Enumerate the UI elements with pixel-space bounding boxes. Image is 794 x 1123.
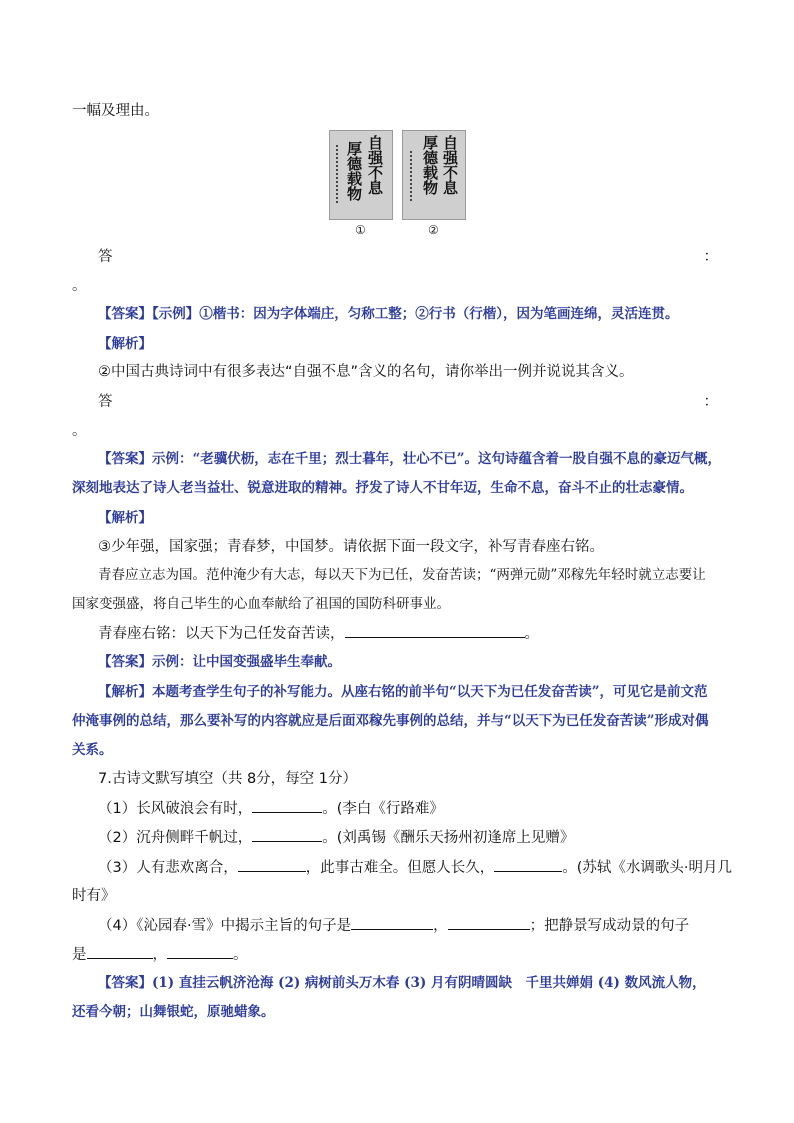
q3-motto-line xyxy=(98,623,539,644)
answer-colon: ： xyxy=(703,394,718,410)
q3-analysis-line-1: 【解析】本题考查学生句子的补写能力。从座右铭的前半句“以天下为已任发奋苦读”，可见它是前文范 xyxy=(98,684,708,700)
item-2-text: （2）沉舟侧畔千帆过， xyxy=(98,830,253,846)
q1-analysis: 【解析】 xyxy=(98,336,152,352)
motto-blank[interactable] xyxy=(345,623,525,638)
answer-end-mark: 。 xyxy=(72,423,87,439)
q2-answer-line-2: 深刻地表达了诗人老当益壮、锐意进取的精神。抒发了诗人不甘年迈，生命不息，奋斗不止的壮志豪情。 xyxy=(72,480,693,496)
answer-colon: ： xyxy=(703,249,718,265)
motto-end: 。 xyxy=(524,626,539,642)
item-3-blank-2[interactable] xyxy=(494,857,562,872)
inscription-mark xyxy=(336,145,338,205)
q7-item-2 xyxy=(98,827,574,848)
item-4-blank-3[interactable] xyxy=(87,944,153,959)
item-1-text: （1）长风破浪会有时， xyxy=(98,801,253,817)
q3-answer: 【答案】示例：让中国变强盛毕生奉献。 xyxy=(98,654,341,670)
q2-analysis: 【解析】 xyxy=(98,510,152,526)
q7-item-3-cont: 时有》 xyxy=(72,888,116,904)
q7-item-1 xyxy=(98,798,444,819)
calligraphy-left-column: 厚德载物 xyxy=(421,135,439,195)
item-1-source: 。(李白《行路难》 xyxy=(322,801,444,817)
item-4-blank-2[interactable] xyxy=(448,915,530,930)
item-4-text: （4）《沁园春·雪》中揭示主旨的句子是 xyxy=(98,918,352,934)
motto-prefix: 青春座右铭：以天下为己任发奋苦读， xyxy=(98,626,345,642)
q7-answer-line-1: 【答案】(1) 直挂云帆济沧海 (2) 病树前头万木春 (3) 月有阴晴圆缺 千里共婵娟 (4) 数风流人物， xyxy=(98,975,706,991)
calligraphy-right-column: 自强不息 xyxy=(366,135,384,195)
calligraphy-image-regular-script xyxy=(329,130,393,220)
inscription-mark xyxy=(410,151,412,203)
item-3-text-mid: ，此事古难全。但愿人长久， xyxy=(305,860,495,876)
item-4-comma-2: ， xyxy=(152,947,167,963)
q7-answer-line-2: 还看今朝；山舞银蛇，原驰蜡象。 xyxy=(72,1004,275,1020)
calligraphy-image-running-script xyxy=(402,130,466,220)
calligraphy-right-column: 自强不息 xyxy=(441,135,459,195)
q3-analysis-line-2: 仲淹事例的总结，那么要补写的内容就应是后面邓稼先事例的总结，并与“以天下为已任发奋苦读”形成对偶 xyxy=(72,713,709,729)
item-4-blank-4[interactable] xyxy=(167,944,233,959)
item-4-end: 。 xyxy=(233,947,248,963)
item-3-source: 。(苏轼《水调歌头·明月几 xyxy=(562,860,732,876)
q3-question: ③少年强，国家强；青春梦，中国梦。请依据下面一段文字，补写青春座右铭。 xyxy=(98,539,604,555)
item-4-blank-1[interactable] xyxy=(351,915,433,930)
item-4-text-shi: 是 xyxy=(72,947,87,963)
calligraphy-left-column: 厚德载物 xyxy=(345,141,363,201)
answer-label: 答 xyxy=(98,394,113,410)
item-1-blank[interactable] xyxy=(252,798,322,813)
q2-answer-line-1: 【答案】示例：“老骥伏枥，志在千里；烈士暮年，壮心不已”。这句诗蕴含着一股自强不息的豪迈气概， xyxy=(98,451,722,467)
item-2-blank[interactable] xyxy=(252,827,322,842)
q7-item-4-cont xyxy=(72,944,248,965)
q1-answer: 【答案】【示例】①楷书：因为字体端庄，匀称工整；②行书（行楷），因为笔画连绵，灵活连贯。 xyxy=(98,306,679,322)
q7-item-4 xyxy=(98,915,689,936)
item-2-source: 。(刘禹锡《酬乐天扬州初逢席上见赠》 xyxy=(322,830,575,846)
answer-line-2 xyxy=(98,392,718,412)
item-4-comma: ， xyxy=(433,918,448,934)
answer-label: 答 xyxy=(98,249,113,265)
q7-title: 7.古诗文默写填空（共 8分，每空 1分） xyxy=(98,771,358,787)
q2-question: ②中国古典诗词中有很多表达“自强不息”含义的名句，请你举出一例并说说其含义。 xyxy=(98,364,634,380)
q7-item-3 xyxy=(98,857,732,878)
q3-passage-line-1: 青春应立志为国。范仲淹少有大志，每以天下为已任，发奋苦读；“两弹元勋”邓稼先年轻时就立志要让 xyxy=(98,567,706,583)
item-4-text-tail: ；把静景写成动景的句子 xyxy=(529,918,690,934)
q3-passage-line-2: 国家变强盛，将自己毕生的心血奉献给了祖国的国防科研事业。 xyxy=(72,596,450,612)
q3-analysis-line-3: 关系。 xyxy=(72,742,113,758)
item-3-text: （3）人有悲欢离合， xyxy=(98,860,238,876)
image-caption-1: ① xyxy=(355,223,366,237)
answer-end-mark: 。 xyxy=(72,278,87,294)
answer-line-1 xyxy=(98,247,718,267)
intro-tail: 一幅及理由。 xyxy=(72,103,159,119)
item-3-blank-1[interactable] xyxy=(238,857,306,872)
image-caption-2: ② xyxy=(428,223,439,237)
